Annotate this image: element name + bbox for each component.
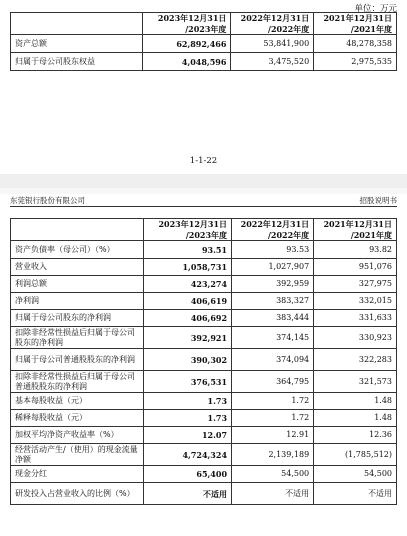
cell-2022: 383,444 [232, 310, 314, 327]
cell-2023: 1,058,731 [144, 259, 232, 276]
table-row [11, 310, 397, 327]
row-label: 归属于母公司普通股股东的净利润 [11, 349, 144, 371]
header-divider [10, 206, 397, 207]
cell-2023: 376,531 [144, 371, 232, 393]
table-row [11, 276, 397, 293]
header-cell [11, 13, 143, 35]
cell-2023: 1.73 [144, 393, 232, 410]
row-label: 加权平均净资产收益率（%） [11, 427, 144, 444]
cell-2021: 54,500 [314, 466, 397, 483]
financial-indicators-table [10, 218, 397, 505]
cell-2023: 4,048,596 [142, 53, 231, 71]
row-label: 基本每股收益（元） [11, 393, 144, 410]
cell-2021: 93.82 [314, 241, 397, 259]
row-label: 归属于母公司股东的净利润 [11, 310, 144, 327]
header-cell: 2021年12月31日 /2021年度 [314, 13, 397, 35]
row-label: 资产负债率（母公司）（%） [11, 241, 144, 259]
cell-2023: 12.07 [144, 427, 232, 444]
row-label: 资产总额 [11, 35, 143, 53]
balance-summary-table [10, 12, 397, 71]
cell-2021: 327,975 [314, 276, 397, 293]
cell-2021: 331,633 [314, 310, 397, 327]
cell-2022: 364,795 [232, 371, 314, 393]
document-header-title: 招股说明书 [359, 196, 397, 205]
header-cell: 2022年12月31日 /2022年度 [231, 13, 314, 35]
cell-2022: 392,959 [232, 276, 314, 293]
table-row [11, 241, 397, 259]
cell-2022: 3,475,520 [231, 53, 314, 71]
table-row [11, 393, 397, 410]
cell-2021: 2,975,535 [314, 53, 397, 71]
header-cell: 2023年12月31日 /2023年度 [142, 13, 231, 35]
table-row [11, 349, 397, 371]
row-label: 现金分红 [11, 466, 144, 483]
table-row [11, 371, 397, 393]
row-label: 净利润 [11, 293, 144, 310]
cell-2022: 53,841,900 [231, 35, 314, 53]
row-label: 扣除非经常性损益后归属于母公司股东的净利润 [11, 327, 144, 349]
header-cell: 2022年12月31日 /2022年度 [232, 219, 314, 241]
row-label: 稀释每股收益（元） [11, 410, 144, 427]
header-cell: 2023年12月31日 /2023年度 [144, 219, 232, 241]
table-row [11, 427, 397, 444]
cell-2022: 1.72 [232, 393, 314, 410]
row-label: 归属于母公司股东权益 [11, 53, 143, 71]
table-row [11, 327, 397, 349]
table-row [11, 259, 397, 276]
cell-2023: 423,274 [144, 276, 232, 293]
row-label: 研发投入占营业收入的比例（%） [11, 483, 144, 505]
table-header-row [11, 13, 397, 35]
table-row [11, 410, 397, 427]
cell-2022: 374,145 [232, 327, 314, 349]
cell-2022: 12.91 [232, 427, 314, 444]
header-cell [11, 219, 144, 241]
cell-2022: 54,500 [232, 466, 314, 483]
row-label: 扣除非经常性损益后归属于母公司普通股股东的净利润 [11, 371, 144, 393]
cell-2023: 62,892,466 [142, 35, 231, 53]
page-gap [0, 174, 407, 188]
row-label: 经营活动产生/（使用）的现金流量净额 [11, 444, 144, 466]
table-row [11, 35, 397, 53]
table-row [11, 293, 397, 310]
cell-2021: 不适用 [314, 483, 397, 505]
cell-2022: 93.53 [232, 241, 314, 259]
header-cell: 2021年12月31日 /2021年度 [314, 219, 397, 241]
cell-2023: 406,619 [144, 293, 232, 310]
cell-2023: 392,921 [144, 327, 232, 349]
table-header-row [11, 219, 397, 241]
table-row [11, 53, 397, 71]
cell-2021: (1,785,512) [314, 444, 397, 466]
cell-2021: 332,015 [314, 293, 397, 310]
cell-2022: 374,094 [232, 349, 314, 371]
cell-2022: 383,327 [232, 293, 314, 310]
table-row [11, 444, 397, 466]
cell-2023: 不适用 [144, 483, 232, 505]
cell-2022: 1,027,907 [232, 259, 314, 276]
cell-2021: 1.48 [314, 393, 397, 410]
unit-label: 单位：万元 [354, 4, 397, 14]
cell-2023: 93.51 [144, 241, 232, 259]
table-row [11, 466, 397, 483]
cell-2021: 12.36 [314, 427, 397, 444]
cell-2022: 1.72 [232, 410, 314, 427]
cell-2023: 1.73 [144, 410, 232, 427]
cell-2021: 321,573 [314, 371, 397, 393]
cell-2021: 322,283 [314, 349, 397, 371]
cell-2023: 65,400 [144, 466, 232, 483]
cell-2021: 48,278,358 [314, 35, 397, 53]
cell-2022: 2,139,189 [232, 444, 314, 466]
cell-2023: 406,692 [144, 310, 232, 327]
page-number: 1-1-22 [189, 156, 218, 166]
row-label: 营业收入 [11, 259, 144, 276]
document-header-company: 东莞银行股份有限公司 [10, 196, 85, 205]
page-gap-shadow [0, 188, 407, 194]
cell-2023: 4,724,324 [144, 444, 232, 466]
table-row [11, 483, 397, 505]
cell-2021: 951,076 [314, 259, 397, 276]
cell-2023: 390,302 [144, 349, 232, 371]
cell-2022: 不适用 [232, 483, 314, 505]
cell-2021: 1.48 [314, 410, 397, 427]
cell-2021: 330,923 [314, 327, 397, 349]
row-label: 利润总额 [11, 276, 144, 293]
